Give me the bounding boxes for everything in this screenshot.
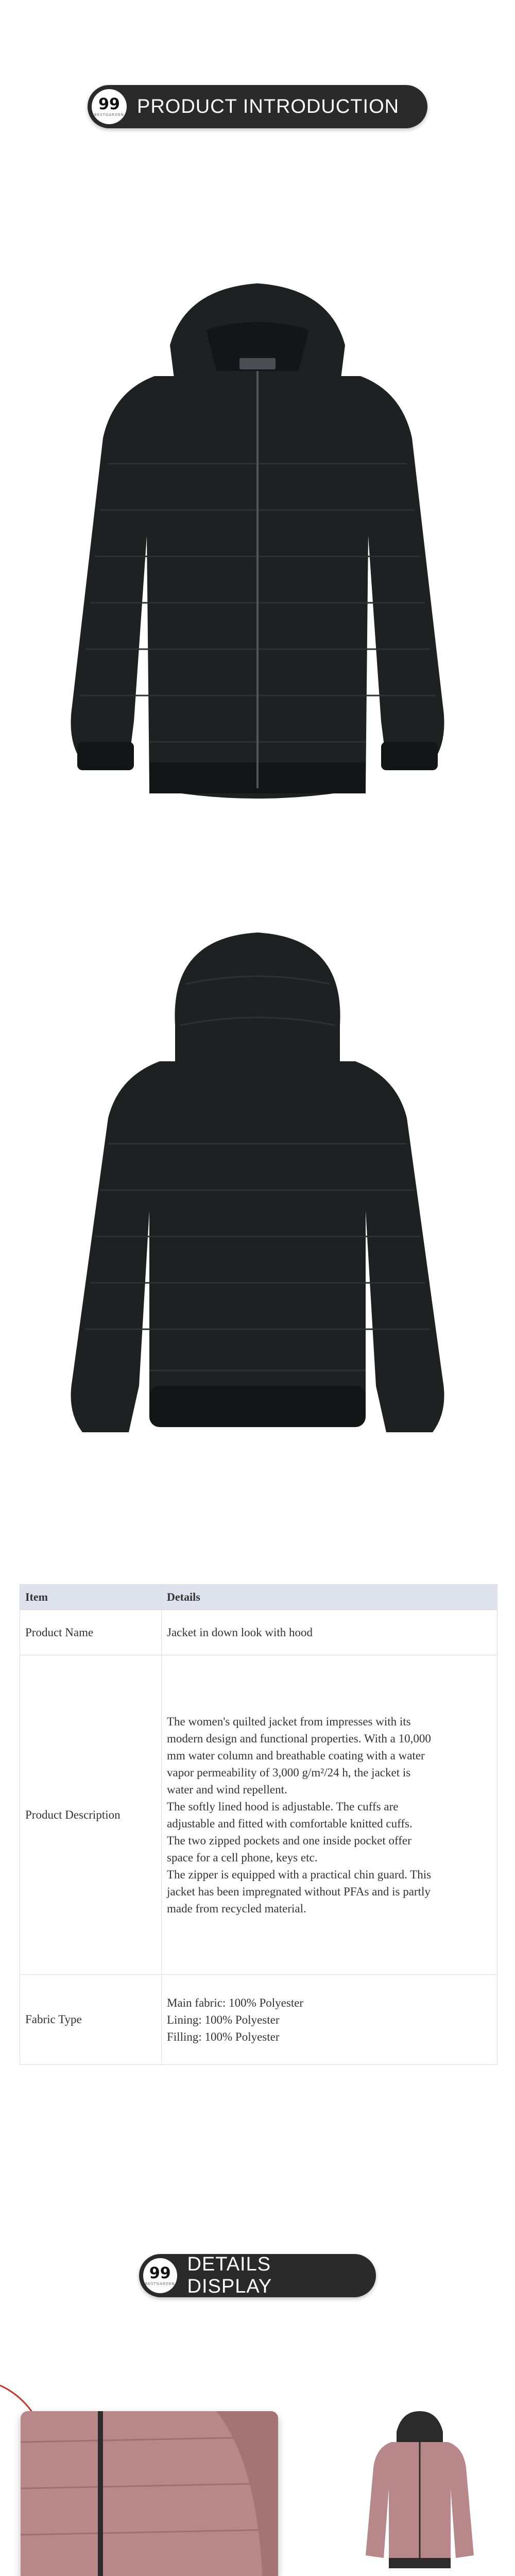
product-introduction-header xyxy=(88,85,427,128)
pink-jacket-closeup xyxy=(21,2411,278,2576)
desc-line: vapor permeability of 3,000 g/m²/24 h, the jacket is xyxy=(167,1766,411,1779)
jacket-front-image xyxy=(52,268,464,840)
logo-number: 99 xyxy=(149,2264,171,2282)
pink-jacket-image xyxy=(360,2411,479,2576)
desc-line: The zipper is equipped with a practical chin guard. This xyxy=(167,1868,432,1881)
logo-subtext: BESTGARDEN xyxy=(145,2281,175,2286)
desc-line: modern design and functional properties. With a 10,000 xyxy=(167,1732,431,1745)
brand-logo xyxy=(92,89,127,124)
desc-line: The two zipped pockets and one inside pocket offer xyxy=(167,1834,411,1847)
fabric-line: Main fabric: 100% Polyester xyxy=(167,1996,304,2009)
desc-line: adjustable and fitted with comfortable knitted cuffs. xyxy=(167,1817,413,1830)
header-item: Item xyxy=(20,1585,162,1610)
jacket-back-image xyxy=(52,922,464,1458)
table-row xyxy=(20,1655,497,1975)
row-item-fabric-type: Fabric Type xyxy=(20,1975,162,2065)
table-row xyxy=(20,1975,497,2065)
details-display-header xyxy=(139,2254,376,2297)
table-header-row xyxy=(20,1585,497,1610)
fabric-line: Filling: 100% Polyester xyxy=(167,2030,280,2043)
row-details-product-name: Jacket in down look with hood xyxy=(162,1610,497,1655)
section-title: PRODUCT INTRODUCTION xyxy=(137,95,400,117)
brand-logo xyxy=(143,2258,177,2293)
desc-line: made from recycled material. xyxy=(167,1902,306,1915)
table-row xyxy=(20,1610,497,1655)
row-details-fabric-type xyxy=(162,1975,497,2065)
logo-number: 99 xyxy=(98,95,120,113)
desc-line: The softly lined hood is adjustable. The cuffs are xyxy=(167,1800,399,1813)
row-details-product-description xyxy=(162,1655,497,1975)
section-title: DETAILS DISPLAY xyxy=(187,2253,272,2297)
header-details: Details xyxy=(162,1585,497,1610)
row-item-product-name: Product Name xyxy=(20,1610,162,1655)
product-spec-table xyxy=(20,1584,497,2065)
desc-line: space for a cell phone, keys etc. xyxy=(167,1851,318,1864)
desc-line: jacket has been impregnated without PFAs and is partly xyxy=(167,1885,431,1898)
row-item-product-description: Product Description xyxy=(20,1655,162,1975)
logo-subtext: BESTGARDEN xyxy=(94,112,125,117)
fabric-line: Lining: 100% Polyester xyxy=(167,2013,280,2026)
desc-line: The women's quilted jacket from impresses with its xyxy=(167,1715,411,1728)
desc-line: water and wind repellent. xyxy=(167,1783,287,1796)
desc-line: mm water column and breathable coating with a water xyxy=(167,1749,425,1762)
